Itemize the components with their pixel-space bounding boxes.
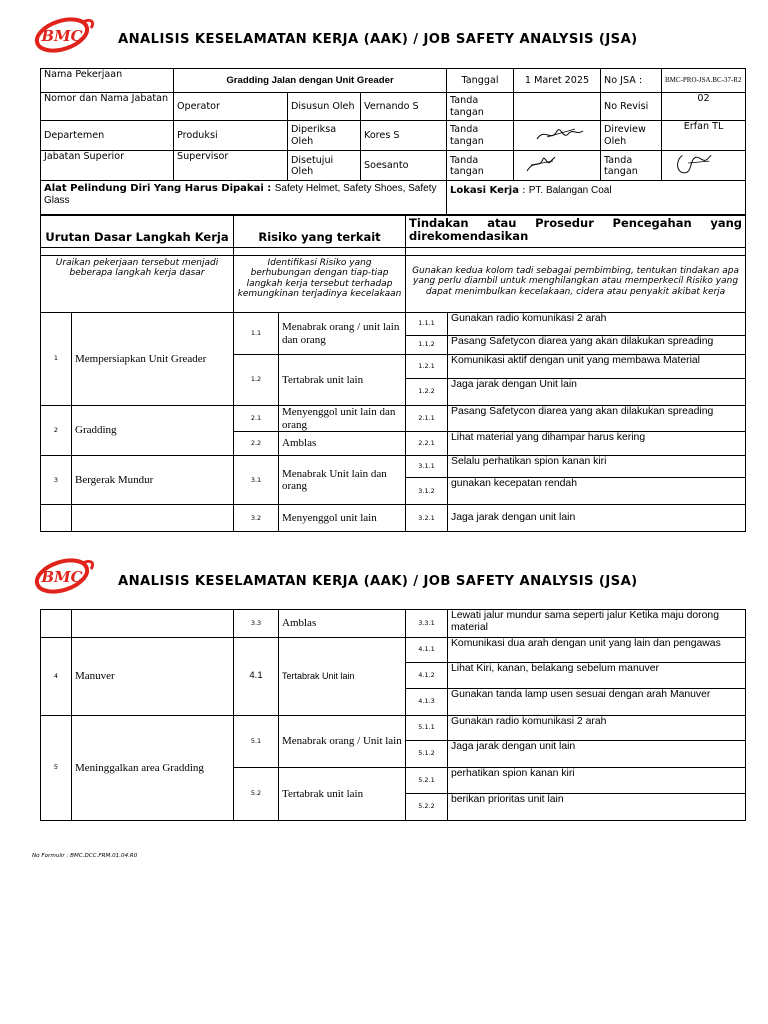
no-jsa-label: No JSA :: [601, 69, 662, 93]
disetujui-label: Disetujui Oleh: [288, 151, 361, 181]
action-text: Lewati jalur mundur sama seperti jalur Ketika maju dorong material: [448, 610, 746, 638]
disusun-value: Vernando S: [361, 93, 447, 121]
step-name: Gradding: [72, 406, 234, 456]
action-text: Selalu perhatikan spion kanan kiri: [448, 456, 746, 478]
empty-cell: [41, 505, 72, 532]
tanda-tangan-label-1: Tanda tangan: [447, 93, 514, 121]
empty-cell: [72, 610, 234, 638]
risk-text: Menabrak orang / unit lain dan orang: [279, 313, 406, 355]
action-number: 1.2.1: [406, 355, 448, 379]
step-name: Manuver: [72, 638, 234, 716]
step-name: Bergerak Mundur: [72, 456, 234, 505]
action-number: 5.1.2: [406, 741, 448, 768]
risk-number: 4.1: [234, 638, 279, 716]
col-urutan-header: Urutan Dasar Langkah Kerja: [41, 215, 234, 248]
tanda-tangan-label-4: Tanda tangan: [601, 151, 662, 181]
jsa-steps-table-page-2: [40, 609, 746, 821]
jabatan-superior-value: Supervisor: [174, 151, 288, 181]
risk-number: 3.3: [234, 610, 279, 638]
risk-text: Tertabrak unit lain: [279, 768, 406, 821]
action-number: 5.1.1: [406, 716, 448, 741]
nomor-jabatan-label: Nomor dan Nama Jabatan: [41, 93, 174, 121]
document-title: ANALISIS KESELAMATAN KERJA (AAK) / JOB SAFETY ANALYSIS (JSA): [118, 574, 638, 589]
risk-text: Menabrak orang / Unit lain: [279, 716, 406, 768]
step-number: 5: [41, 716, 72, 821]
col-urutan-desc: Uraikan pekerjaan tersebut menjadi beberapa langkah kerja dasar: [41, 256, 234, 313]
action-number: 4.1.1: [406, 638, 448, 663]
risk-text: Menabrak Unit lain dan orang: [279, 456, 406, 505]
step-number: 2: [41, 406, 72, 456]
action-text: Jaga jarak dengan Unit lain: [448, 379, 746, 406]
action-text: Lihat material yang dihampar harus kering: [448, 432, 746, 456]
departemen-value: Produksi: [174, 121, 288, 151]
action-text: perhatikan spion kanan kiri: [448, 768, 746, 794]
action-text: Lihat Kiri, kanan, belakang sebelum manuver: [448, 663, 746, 689]
no-revisi-label: No Revisi: [601, 93, 662, 121]
action-number: 3.2.1: [406, 505, 448, 532]
nama-pekerjaan-label: Nama Pekerjaan: [41, 69, 174, 93]
action-text: berikan prioritas unit lain: [448, 794, 746, 821]
spacer-cell: [406, 248, 746, 256]
tanda-tangan-label-3: Tanda tangan: [447, 151, 514, 181]
signature-3: [514, 151, 601, 181]
action-text: Jaga jarak dengan unit lain: [448, 741, 746, 768]
risk-number: 5.1: [234, 716, 279, 768]
document-title: ANALISIS KESELAMATAN KERJA (AAK) / JOB SAFETY ANALYSIS (JSA): [118, 32, 638, 47]
action-number: 4.1.2: [406, 663, 448, 689]
risk-text: Tertabrak Unit lain: [279, 638, 406, 716]
tanggal-value: 1 Maret 2025: [514, 69, 601, 93]
action-text: Pasang Safetycon diarea yang akan dilakukan spreading: [448, 336, 746, 355]
signature-erfan-image: [665, 151, 742, 177]
action-number: 2.2.1: [406, 432, 448, 456]
svg-text:BMC: BMC: [41, 568, 83, 586]
step-number: 4: [41, 638, 72, 716]
risk-number: 5.2: [234, 768, 279, 821]
spacer-cell: [41, 248, 234, 256]
apd-value: Safety Helmet, Safety Shoes, Safety Glass: [44, 183, 437, 206]
risk-text: Tertabrak unit lain: [279, 355, 406, 406]
risk-text: Amblas: [279, 432, 406, 456]
step-name: Mempersiapkan Unit Greader: [72, 313, 234, 406]
step-name: Meninggalkan area Gradding: [72, 716, 234, 821]
no-jsa-value: BMC-PRO-JSA.BC-37-R2: [662, 69, 746, 93]
action-text: Gunakan radio komunikasi 2 arah: [448, 313, 746, 336]
action-number: 5.2.1: [406, 768, 448, 794]
disusun-label: Disusun Oleh: [288, 93, 361, 121]
lokasi-cell: Lokasi Kerja : PT. Balangan Coal: [447, 181, 746, 216]
action-text: gunakan kecepatan rendah: [448, 478, 746, 505]
risk-number: 1.2: [234, 355, 279, 406]
signature-1: [514, 93, 601, 121]
action-text: Komunikasi aktif dengan unit yang membawa Material: [448, 355, 746, 379]
action-text: Gunakan radio komunikasi 2 arah: [448, 716, 746, 741]
action-text: Pasang Safetycon diarea yang akan dilakukan spreading: [448, 406, 746, 432]
nomor-jabatan-value: Operator: [174, 93, 288, 121]
jabatan-superior-label: Jabatan Superior: [41, 151, 174, 181]
lokasi-value: PT. Balangan Coal: [528, 185, 612, 197]
risk-text: Amblas: [279, 610, 406, 638]
empty-cell: [72, 505, 234, 532]
action-number: 1.2.2: [406, 379, 448, 406]
empty-cell: [41, 610, 72, 638]
apd-label: Alat Pelindung Diri Yang Harus Dipakai: [44, 183, 264, 195]
col-risiko-header: Risiko yang terkait: [234, 215, 406, 248]
step-number: 1: [41, 313, 72, 406]
disetujui-value: Soesanto: [361, 151, 447, 181]
action-number: 3.1.2: [406, 478, 448, 505]
signature-soesanto-image: [517, 151, 597, 177]
tanggal-label: Tanggal: [447, 69, 514, 93]
diperiksa-value: Kores S: [361, 121, 447, 151]
diperiksa-label: Diperiksa Oleh: [288, 121, 361, 151]
action-text: Gunakan tanda lamp usen sesuai dengan arah Manuver: [448, 689, 746, 716]
form-number-footer: No Formulir : BMC.DCC.FRM.01.04.R0: [32, 853, 138, 859]
lokasi-label: Lokasi Kerja: [450, 185, 519, 197]
signature-kores-image: [517, 121, 597, 147]
action-number: 1.1.1: [406, 313, 448, 336]
action-text: Jaga jarak dengan unit lain: [448, 505, 746, 532]
departemen-label: Departemen: [41, 121, 174, 151]
apd-cell: Alat Pelindung Diri Yang Harus Dipakai : Safety Helmet, Safety Shoes, Safety Glass: [41, 181, 447, 216]
risk-number: 3.2: [234, 505, 279, 532]
risk-number: 1.1: [234, 313, 279, 355]
nama-pekerjaan-value: Gradding Jalan dengan Unit Greader: [174, 69, 447, 93]
action-number: 3.3.1: [406, 610, 448, 638]
col-tindakan-header: Tindakan atau Prosedur Pencegahan yang direkomendasikan: [406, 215, 746, 248]
signature-2: [514, 121, 601, 151]
col-tindakan-desc: Gunakan kedua kolom tadi sebagai pembimbing, tentukan tindakan apa yang perlu diambil untuk menghilangkan atau memperkecil Risiko yang dapat menimbulkan kecelakaan, cidera atau penyakit akibat kerja: [406, 256, 746, 313]
action-number: 1.1.2: [406, 336, 448, 355]
risk-text: Menyenggol unit lain: [279, 505, 406, 532]
action-number: 3.1.1: [406, 456, 448, 478]
risk-number: 2.2: [234, 432, 279, 456]
direview-label: Direview Oleh: [601, 121, 662, 151]
action-number: 4.1.3: [406, 689, 448, 716]
bmc-logo: [31, 555, 97, 597]
action-text: Komunikasi dua arah dengan unit yang lain dan pengawas: [448, 638, 746, 663]
signature-4: [662, 151, 746, 181]
step-number: 3: [41, 456, 72, 505]
risk-text: Menyenggol unit lain dan orang: [279, 406, 406, 432]
no-revisi-value: 02: [662, 93, 746, 121]
jsa-info-table: [40, 68, 746, 216]
risk-number: 2.1: [234, 406, 279, 432]
spacer-cell: [234, 248, 406, 256]
direview-value: Erfan TL: [662, 121, 746, 151]
risk-number: 3.1: [234, 456, 279, 505]
action-number: 5.2.2: [406, 794, 448, 821]
bmc-logo: [31, 14, 97, 56]
tanda-tangan-label-2: Tanda tangan: [447, 121, 514, 151]
svg-text:BMC: BMC: [41, 27, 83, 45]
col-risiko-desc: Identifikasi Risiko yang berhubungan dengan tiap-tiap langkah kerja tersebut terhadap kemungkinan terjadinya kecelakaan: [234, 256, 406, 313]
jsa-steps-table-page-1: [40, 214, 746, 532]
action-number: 2.1.1: [406, 406, 448, 432]
